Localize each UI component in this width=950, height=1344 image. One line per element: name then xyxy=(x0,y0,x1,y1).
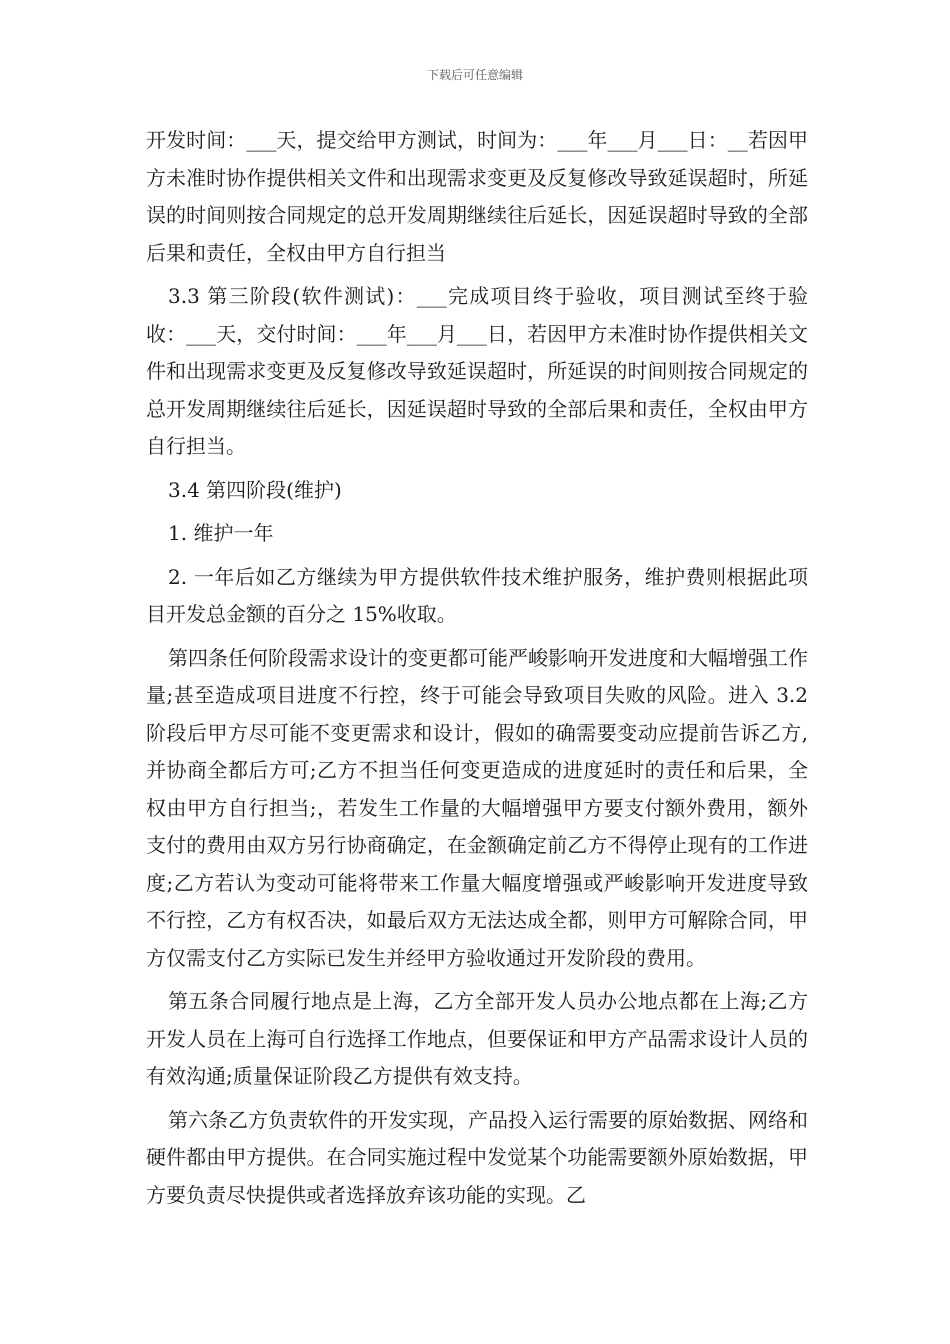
paragraph-article-4: 第四条任何阶段需求设计的变更都可能严峻影响开发进度和大幅增强工作量;甚至造成项目进度不行控，终于可能会导致项目失败的风险。进入 3.2 阶段后甲方尽可能不变更需求和设计，假如的确需要变动应提前告诉乙方,并协商全都后方可;乙方不担当任何变更造成的进度延时的责任和后果，全权由甲方自行担当;，若发生工作量的大幅增强甲方要支付额外费用，额外支付的费用由双方另行协商确定，在金额确定前乙方不得停止现有的工作进度;乙方若认为变动可能将带来工作量大幅度增强或严峻影响开发进度导致不行控，乙方有权否决，如最后双方无法达成全都，则甲方可解除合同，甲方仅需支付乙方实际已发生并经甲方验收通过开发阶段的费用。 xyxy=(146,645,808,970)
paragraph-article-5: 第五条合同履行地点是上海，乙方全部开发人员办公地点都在上海;乙方开发人员在上海可自行选择工作地点，但要保证和甲方产品需求设计人员的有效沟通;质量保证阶段乙方提供有效支持。 xyxy=(146,989,808,1088)
page-header: 下载后可任意编辑 xyxy=(426,68,523,82)
document-body xyxy=(146,122,808,1220)
paragraph-item-2: 2. 一年后如乙方继续为甲方提供软件技术维护服务，维护费则根据此项目开发总金额的百分之 15%收取。 xyxy=(146,564,808,626)
paragraph-item-1: 1. 维护一年 xyxy=(168,521,274,545)
paragraph-3-3-testing: 3.3 第三阶段(软件测试)：___完成项目终于验收，项目测试至终于验收：___天，交付时间：___年___月___日，若因甲方未准时协作提供相关文件和出现需求变更及反复修改导致延误超时，所延误的时间则按合同规定的总开发周期继续往后延长，因延误超时导致的全部后果和责任，全权由甲方自行担当。 xyxy=(146,284,808,458)
paragraph-3-4-maintenance: 3.4 第四阶段(维护) xyxy=(168,477,342,502)
paragraph-dev-time: 开发时间：___天，提交给甲方测试，时间为：___年___月___日：__若因甲方未准时协作提供相关文件和出现需求变更及反复修改导致延误超时，所延误的时间则按合同规定的总开发周期继续往后延长，因延误超时导致的全部后果和责任，全权由甲方自行担当 xyxy=(146,128,808,265)
paragraph-article-6: 第六条乙方负责软件的开发实现，产品投入运行需要的原始数据、网络和硬件都由甲方提供。在合同实施过程中发觉某个功能需要额外原始数据，甲方要负责尽快提供或者选择放弃该功能的实现。乙 xyxy=(146,1107,808,1207)
